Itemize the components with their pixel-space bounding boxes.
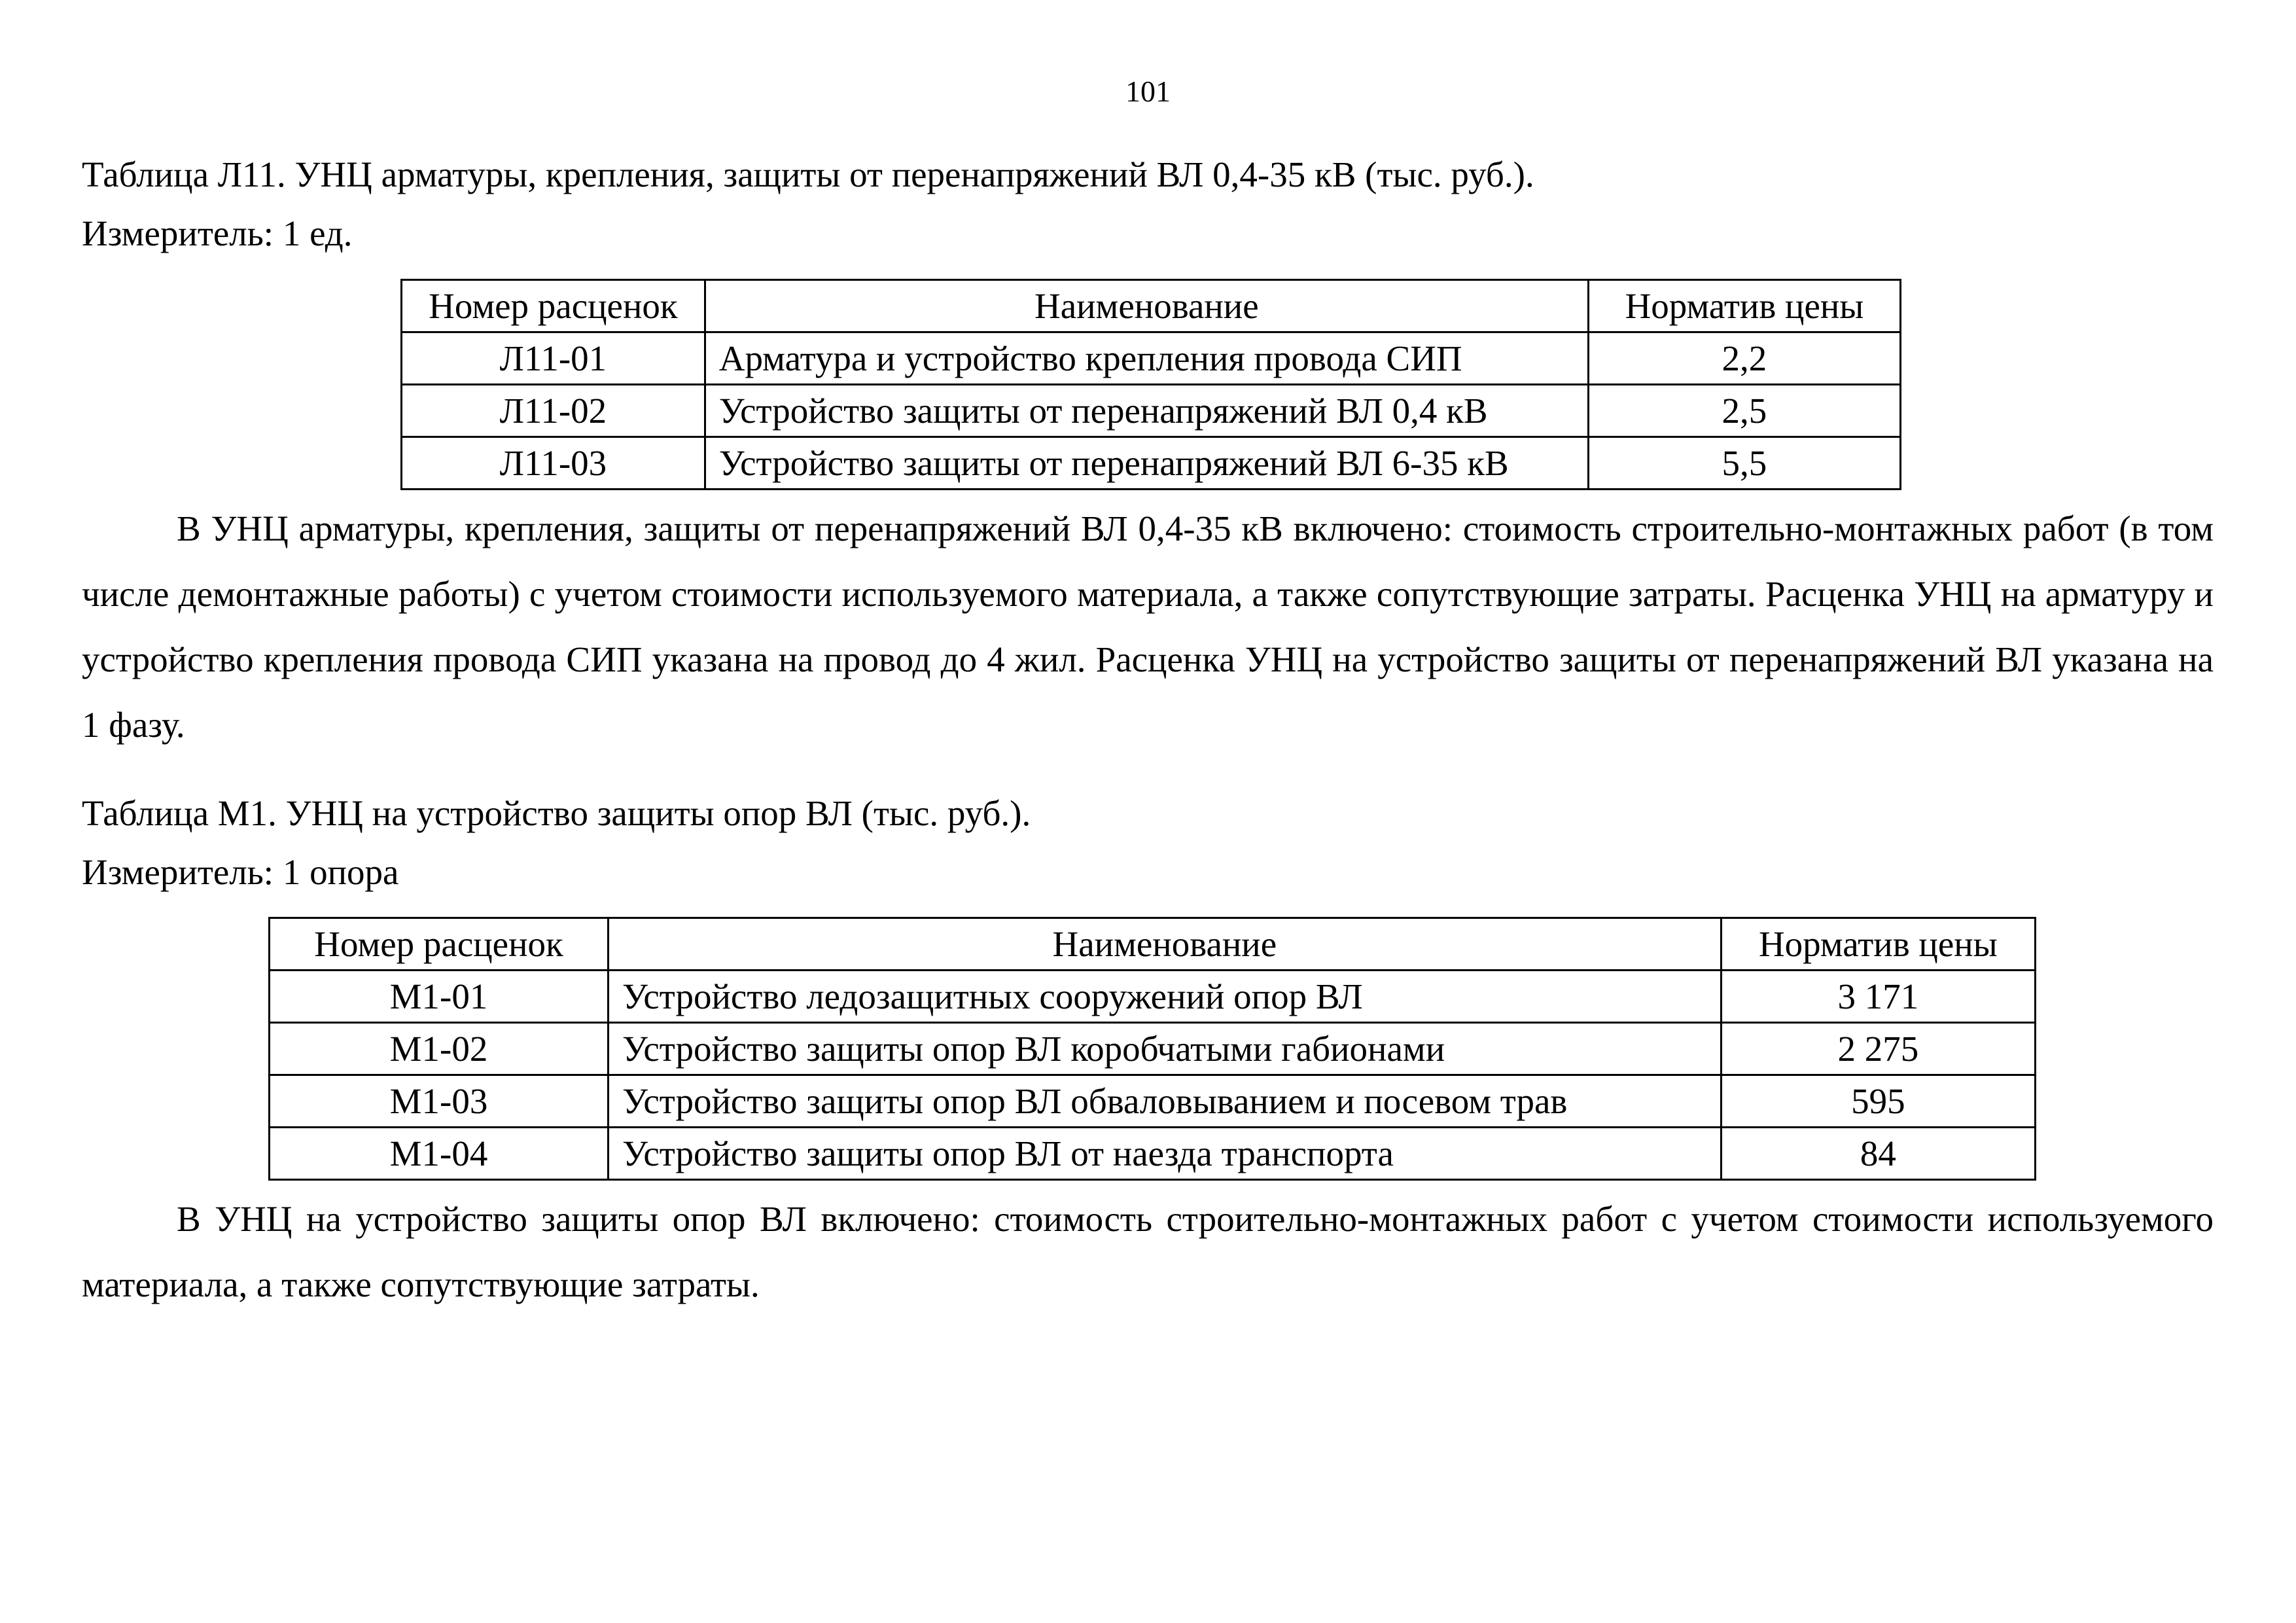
rate-code: М1-02 [270, 1023, 609, 1075]
rate-code: М1-04 [270, 1128, 609, 1180]
rate-price: 84 [1721, 1128, 2035, 1180]
column-header-name: Наименование [705, 280, 1588, 332]
rate-code: Л11-03 [402, 437, 705, 490]
column-header-name: Наименование [609, 918, 1722, 971]
table-m1-note: В УНЦ на устройство защиты опор ВЛ включено: стоимость строительно-монтажных работ с учетом стоимости используемого материала, а также сопутствующие затраты. [82, 1199, 2214, 1304]
table-row [270, 1023, 2036, 1075]
rate-code: М1-01 [270, 971, 609, 1023]
rate-price: 2,5 [1588, 385, 1900, 437]
table-header-row [402, 280, 1901, 332]
table-row [402, 385, 1901, 437]
table-l11-unit: Измеритель: 1 ед. [82, 213, 353, 253]
column-header-price: Норматив цены [1588, 280, 1900, 332]
column-header-code: Номер расценок [402, 280, 705, 332]
table-m1-title: Таблица М1. УНЦ на устройство защиты опор ВЛ (тыс. руб.). [82, 793, 1031, 833]
rate-name: Устройство защиты от перенапряжений ВЛ 0,4 кВ [705, 385, 1588, 437]
table-l11-title: Таблица Л11. УНЦ арматуры, крепления, защиты от перенапряжений ВЛ 0,4-35 кВ (тыс. руб.). [82, 154, 1534, 194]
rate-name: Устройство защиты опор ВЛ от наезда транспорта [609, 1128, 1722, 1180]
page-number: 101 [1125, 75, 1171, 108]
rate-name: Арматура и устройство крепления провода СИП [705, 332, 1588, 385]
rate-price: 2,2 [1588, 332, 1900, 385]
rate-code: Л11-02 [402, 385, 705, 437]
table-header-row [270, 918, 2036, 971]
rate-price: 2 275 [1721, 1023, 2035, 1075]
column-header-code: Номер расценок [270, 918, 609, 971]
table-l11-note: В УНЦ арматуры, крепления, защиты от перенапряжений ВЛ 0,4-35 кВ включено: стоимость строительно-монтажных работ (в том числе демонтажные работы) с учетом стоимости используемого материала, а также сопутствующие затраты. Расценка УНЦ на арматуру и устройство крепления провода СИП указана на провод до 4 жил. Расценка УНЦ на устройство защиты от перенапряжений ВЛ указана на 1 фазу. [82, 508, 2214, 745]
table-row [402, 437, 1901, 490]
rate-name: Устройство защиты опор ВЛ обваловыванием и посевом трав [609, 1075, 1722, 1128]
table-row [270, 1128, 2036, 1180]
table-row [270, 1075, 2036, 1128]
rate-price: 595 [1721, 1075, 2035, 1128]
rate-code: М1-03 [270, 1075, 609, 1128]
table-m1 [268, 917, 2036, 1181]
table-l11 [400, 279, 1901, 490]
column-header-price: Норматив цены [1721, 918, 2035, 971]
table-row [402, 332, 1901, 385]
rate-name: Устройство защиты опор ВЛ коробчатыми габионами [609, 1023, 1722, 1075]
rate-name: Устройство защиты от перенапряжений ВЛ 6-35 кВ [705, 437, 1588, 490]
rate-price: 5,5 [1588, 437, 1900, 490]
rate-price: 3 171 [1721, 971, 2035, 1023]
table-row [270, 971, 2036, 1023]
rate-code: Л11-01 [402, 332, 705, 385]
rate-name: Устройство ледозащитных сооружений опор ВЛ [609, 971, 1722, 1023]
table-m1-unit: Измеритель: 1 опора [82, 852, 399, 892]
